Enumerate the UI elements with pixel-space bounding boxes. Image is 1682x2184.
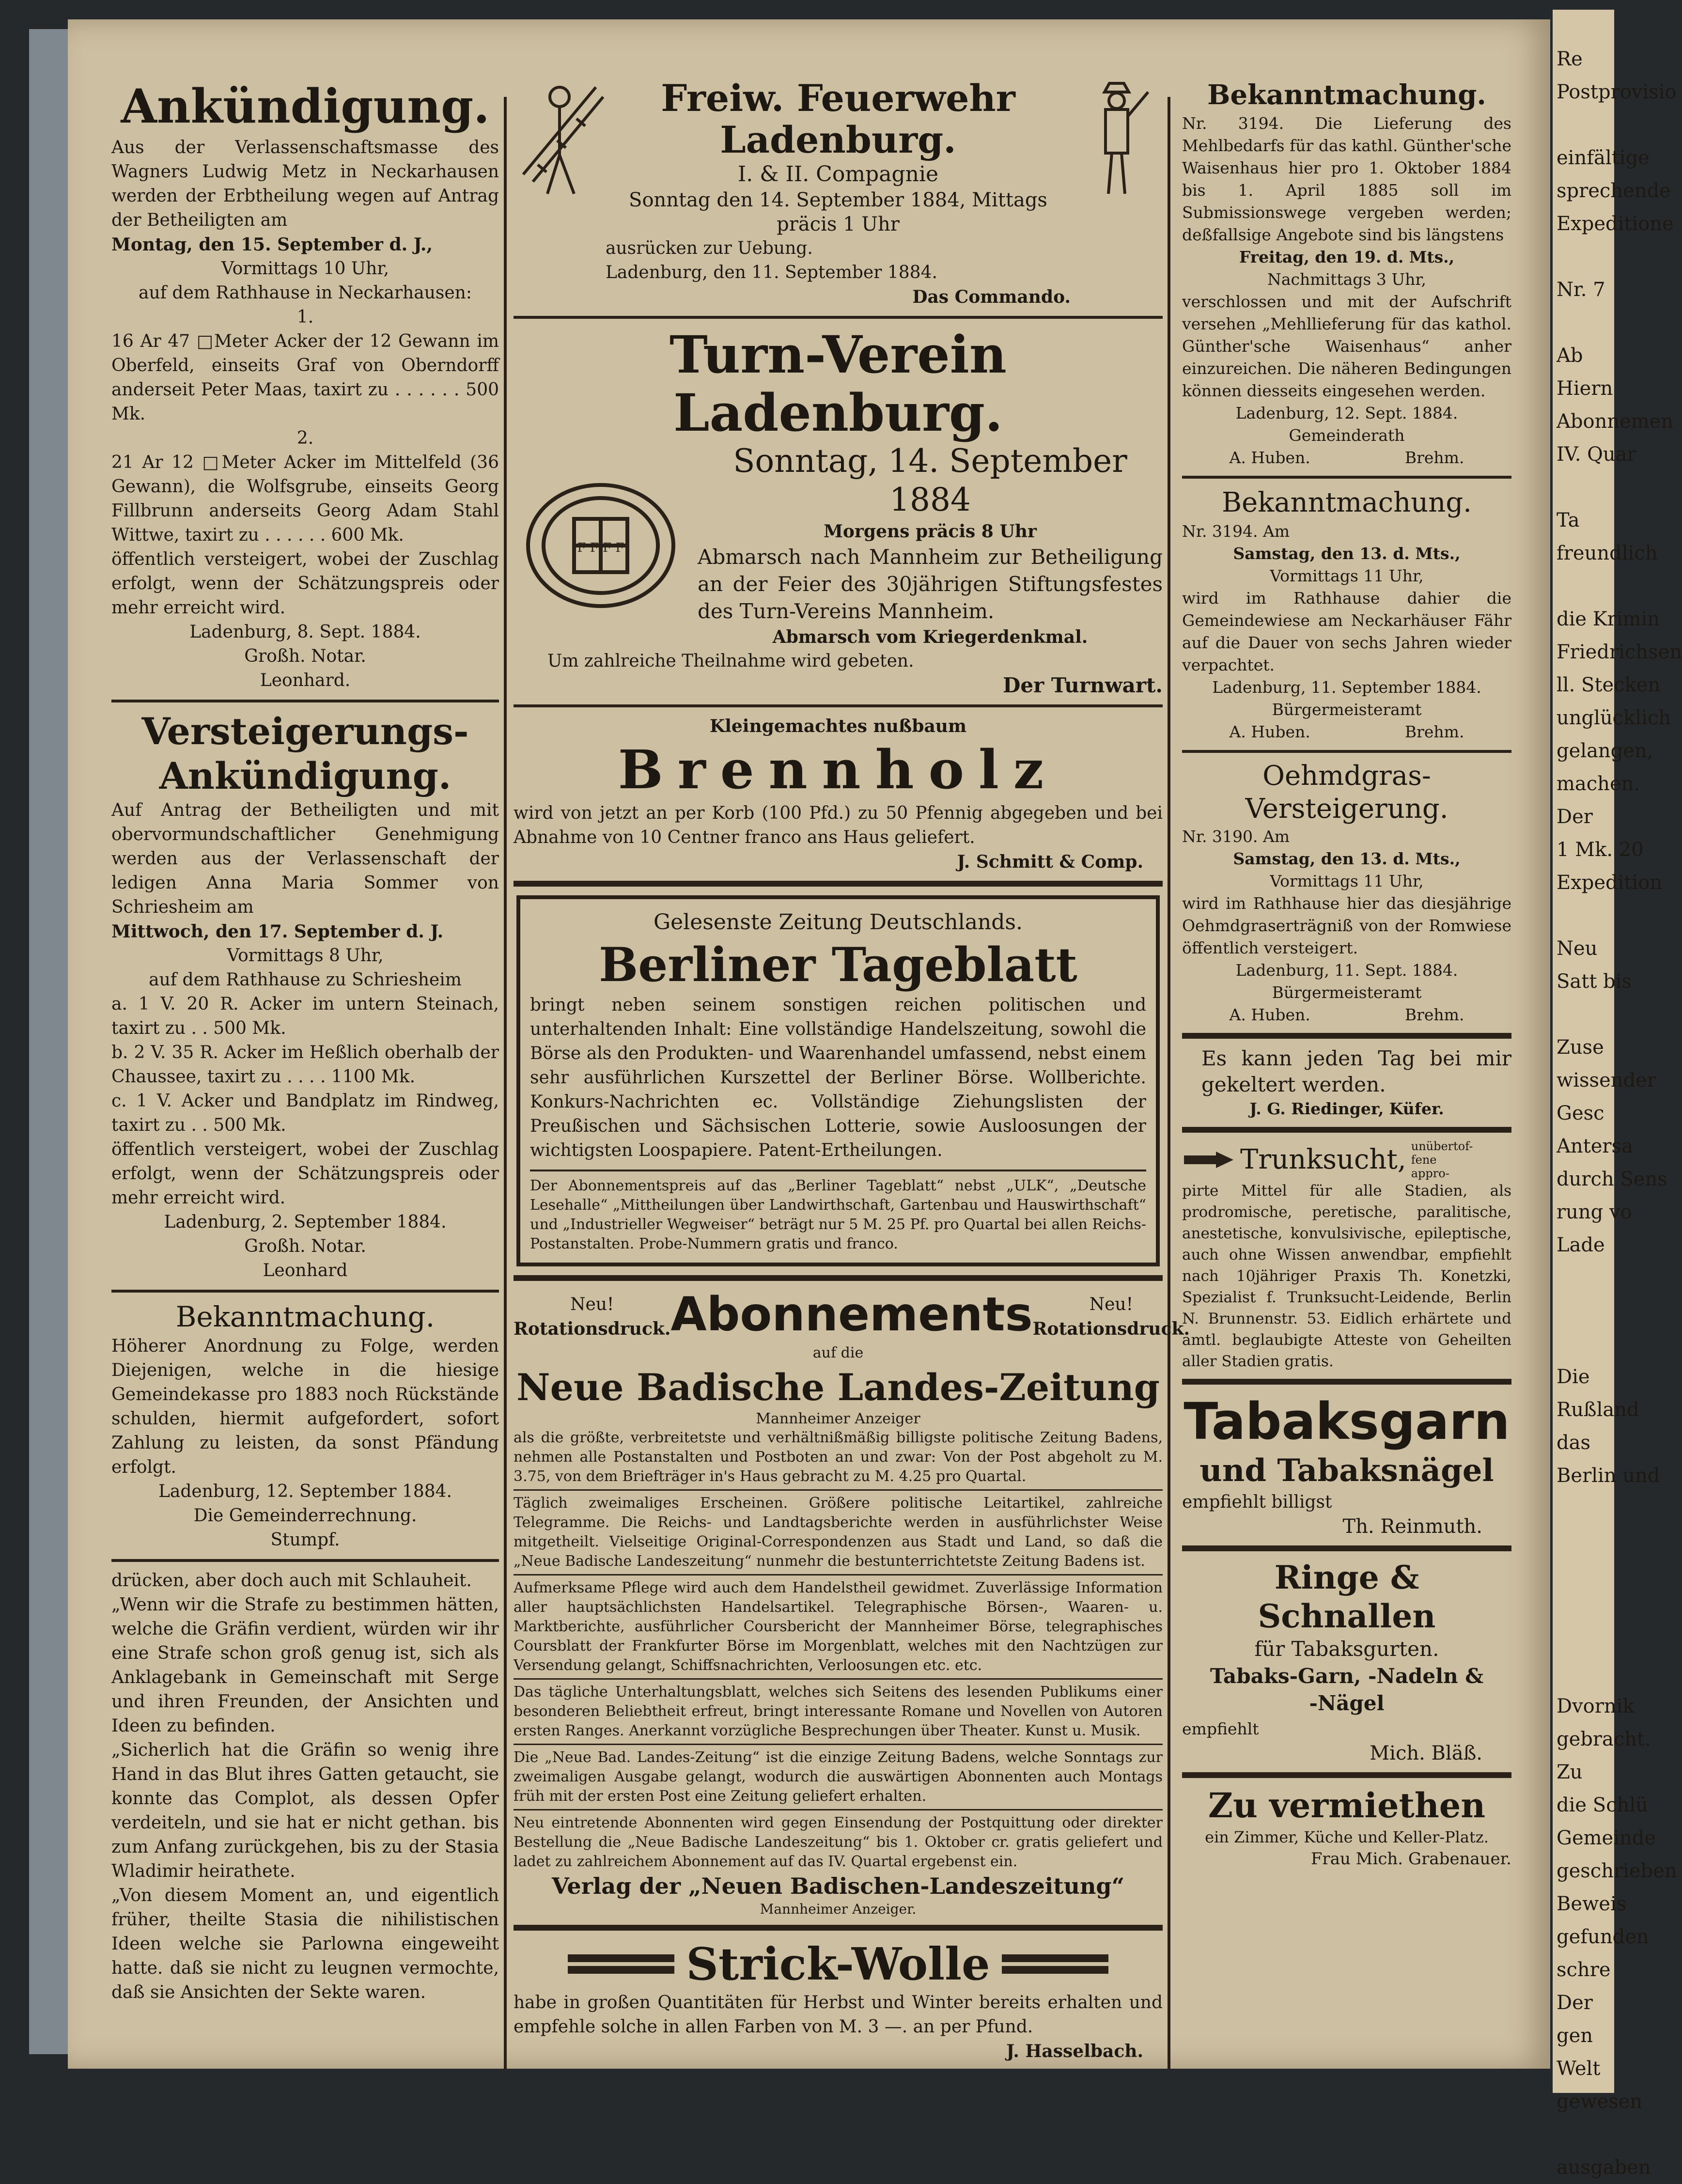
text: öffentlich versteigert, wobei der Zuschlag erfolgt, wenn der Schätzungspreis oder mehr erreicht wird. (111, 549, 499, 618)
facing-page-fragment: Beweis (1557, 1893, 1627, 1915)
facing-page-fragment: Expeditione (1557, 213, 1674, 235)
ornament-bars (1002, 1954, 1108, 1974)
notice-title: Bekanntmachung. (1207, 79, 1486, 111)
office: Großh. Notar. (244, 1236, 366, 1256)
divider (514, 704, 1163, 707)
text: Auf Antrag der Betheiligten und mit obervormundschaftlicher Genehmigung werden aus der Verlassenschaft der ledigen Anna Maria Sommer von Schriesheim am (111, 800, 499, 917)
story-paragraph: „Von diesem Moment an, und eigentlich früher, theilte Stasia die nihilistischen Ideen welche sie Parlowna eingeweiht hatte. daß sie nicht zu leugnen vermochte, daß sie Ansichten der Sekte waren. (111, 1886, 499, 2002)
firefighter-saluting-icon (1071, 78, 1163, 203)
divider (514, 881, 1163, 887)
ad-title: Strick-Wolle (686, 1938, 990, 1990)
ad-title: Ringe & Schnallen (1258, 1559, 1436, 1635)
ad-text: Abmarsch vom Kriegerdenkmal. (772, 627, 1088, 647)
divider (1182, 1772, 1511, 1778)
facing-page-fragment (1553, 1558, 1614, 1591)
signature: Brehm. (1404, 1005, 1464, 1024)
facing-page-fragment: ausgaben (1557, 2156, 1651, 2179)
facing-page-fragment: Zu (1557, 1761, 1583, 1783)
text: Höherer Anordnung zu Folge, werden Diejenigen, welche in die hiesige Gemeindekasse pro 1883 noch Rückstände schulden, hiermit aufgefordert, sofort Zahlung zu leisten, da sonst Pfändung erfolgt. (111, 1336, 499, 1477)
ad-text: bringt neben seinem sonstigen reichen politischen und unterhaltenden Inhalt: Eine vollständige Handelszeitung, sowohl die Börse als den Produkten- und Waarenhandel umfassend, nebst einem sehr ausführlichen Kurszettel der Berliner Börse. Wollberichte. Konkurs-Nachrichten ec. Vollständige Ziehungslisten der Preußischen und Sächsischen Lotterie, sowie Ausloosungen der wichtigsten Loospapiere. Patent-Ertheilungen. (530, 995, 1146, 1160)
ad-flag: Neu! (570, 1295, 614, 1314)
notice-number: Nr. 3194. Am (1182, 522, 1290, 541)
signature: Th. Reinmuth. (1342, 1515, 1482, 1538)
ad-flag: Rotationsdruck. (1032, 1319, 1190, 1339)
facing-page-fragment (1553, 899, 1614, 932)
ad-strickwolle (514, 1937, 1163, 2063)
place-line: auf dem Rathhause in Neckarhausen: (139, 283, 472, 303)
ad-text: auf die (812, 1344, 864, 1361)
notice-text: verschlossen und mit der Aufschrift versehen „Mehllieferung für das kathol. Günther'sche Waisenhaus“ anher einzureichen. Die näheren Bedingungen können diesseits eingesehen werden. (1182, 292, 1511, 400)
notice-text: wird im Rathhause dahier die Gemeindewiese am Neckarhäuser Fähr auf die Dauer von sechs Jahren wieder verpachtet. (1182, 589, 1511, 674)
ad-feuerwehr (514, 78, 1163, 309)
facing-page-fragment: die Krimin (1557, 608, 1660, 630)
divider (1182, 1127, 1511, 1133)
notice-title: Bekanntmachung. (1222, 487, 1472, 518)
ad-text: empfiehlt (1182, 1719, 1259, 1738)
announcement-title: Versteigerungs- (141, 710, 469, 753)
ad-title: Zu vermiethen (1208, 1785, 1486, 1825)
facing-page-fragment: Gesc (1557, 1102, 1604, 1124)
signature: Leonhard. (260, 671, 351, 690)
place-date: Ladenburg, 8. Sept. 1884. (189, 622, 421, 642)
ad-subtitle: Mannheimer Anzeiger (756, 1410, 920, 1427)
facing-page-fragment (1553, 1262, 1614, 1295)
ad-title: Freiw. Feuerwehr (661, 77, 1015, 120)
ad-text: wird von jetzt an per Korb (100 Pfd.) zu 50 Pfennig abgegeben und bei Abnahme von 10 Centner franco ans Haus geliefert. (514, 803, 1163, 847)
time-line: Vormittags 8 Uhr, (227, 946, 384, 966)
date-line: Montag, den 15. September d. J., (111, 234, 433, 255)
time-line: Vormittags 11 Uhr, (1270, 566, 1424, 585)
announcement-metz (111, 78, 499, 693)
ad-trunksucht (1182, 1139, 1511, 1372)
facing-page-fragment: gelangen, (1557, 740, 1653, 762)
signature: Leonhard (263, 1261, 348, 1280)
item-text: c. 1 V. Acker und Bandplatz im Rindweg, taxirt zu . . 500 Mk. (111, 1091, 499, 1135)
facing-page-fragment: Nr. 7 (1557, 279, 1605, 301)
facing-page-fragment: gebracht. (1557, 1728, 1651, 1750)
ad-text: habe in großen Quantitäten für Herbst und Winter bereits erhalten und empfehle solche in allen Farben von M. 3 —. an per Pfund. (514, 1993, 1163, 2037)
item-number: 1. (296, 307, 314, 327)
emblem-text: F F F F (577, 541, 624, 555)
ad-text: Abmarsch nach Mannheim zur Betheiligung an der Feier des 30jährigen Stiftungsfestes des Turn-Vereins Mannheim. (698, 545, 1163, 623)
ad-time: Morgens präcis 8 Uhr (824, 521, 1037, 542)
facing-page-fragment: Hiern (1557, 377, 1613, 400)
divider (514, 1925, 1163, 1931)
ad-text: Die „Neue Bad. Landes-Zeitung“ ist die einzige Zeitung Badens, welche Sonntags zur zweimaligen Ausgabe gelangt, wodurch die auswärtigen Abonnenten auch Montags früh mit der ersten Post eine Zeitung geliefert erhalten. (514, 1749, 1163, 1805)
facing-page-fragment (1553, 1295, 1614, 1327)
announcement-gemeindekasse (111, 1299, 499, 1552)
office: Großh. Notar. (244, 646, 366, 666)
item-text: 16 Ar 47 □Meter Acker der 12 Gewann im Oberfeld, einseits Graf von Oberndorff anderseit Peter Maas, taxirt zu . . . . . . 500 Mk. (111, 331, 499, 424)
divider (111, 1290, 499, 1293)
facing-page-fragment: freundlich (1557, 542, 1658, 564)
ad-title: Ladenburg. (720, 118, 956, 161)
ad-title: Abonnements (670, 1287, 1033, 1342)
facing-page-fragment: Rußland (1557, 1399, 1639, 1421)
ad-kicker: Kleingemachtes nußbaum (709, 716, 967, 736)
ad-text: Der Abonnementspreis auf das „Berliner Tageblatt“ nebst „ULK“, „Deutsche Lesehalle“ „Mittheilungen über Landwirthschaft, Gartenbau und Hauswirthschaft“ und „Industrieller Wegweiser“ beträgt nur 5 M. 25 Pf. pro Quartal bei allen Reichs-Postanstalten. Probe-Nummern gratis und franco. (530, 1177, 1146, 1252)
place-date: Ladenburg, 11. September 1884. (1212, 678, 1481, 697)
ad-text: Neu eintretende Abonnenten wird gegen Einsendung der Postquittung oder direkter Bestellung die „Neue Badische Landeszeitung“ bis 1. Oktober cr. gratis geliefert und ladet zu zahlreichem Abonnement auf das IV. Quartal ergebenst ein. (514, 1814, 1163, 1870)
facing-page-fragment: Re (1557, 48, 1583, 70)
ad-neue-badische (514, 1287, 1190, 1918)
signature: Brehm. (1404, 722, 1464, 741)
ad-flag: Neu! (1089, 1295, 1134, 1314)
right-column (1182, 78, 1511, 2079)
signature: Der Turnwart. (1002, 673, 1163, 697)
ad-text: ausrücken zur Uebung. (606, 238, 813, 258)
facing-page-fragment: machen. (1557, 773, 1640, 795)
ad-date: Sonntag, 14. September 1884 (733, 442, 1127, 518)
story-paragraph: drücken, aber doch auch mit Schlauheit. (111, 1571, 472, 1591)
facing-page-fragment: Expedition (1557, 872, 1663, 894)
facing-page-fragment: Welt (1557, 2058, 1601, 2080)
divider (1182, 1545, 1511, 1551)
facing-page-fragment: sprechende (1557, 180, 1671, 202)
notice-mehllieferung (1182, 78, 1511, 469)
divider (111, 700, 499, 702)
serial-story (111, 1569, 499, 2005)
facing-page-fragment: Postprovisio (1557, 81, 1677, 103)
ad-title: Berliner Tageblatt (599, 937, 1077, 992)
office: Bürgermeisteramt (1272, 983, 1422, 1002)
facing-page-fragment: durch Sens (1557, 1168, 1667, 1190)
facing-page-fragment: Berlin und (1557, 1465, 1660, 1487)
place-date: Ladenburg, 11. Sept. 1884. (1235, 961, 1458, 980)
signature: Frau Mich. Grabenauer. (1310, 1849, 1511, 1869)
ad-title: Trunksucht, (1240, 1144, 1406, 1175)
facing-page-fragment: Die (1557, 1366, 1590, 1388)
ad-text: Aufmerksame Pflege wird auch dem Handelstheil gewidmet. Zuverlässige Information aller hauptsächlichsten Handelsartikel. Telegraphische Börsen-, Waaren- u. Marktberichte, ausführlicher Coursbericht der Mannheimer Börse, telegraphisches Coursblatt der Frankfurter Börse im Morgenblatt, welches mit den Nachtzügen zur Versendung gelangt, Schiffsnachrichten, Verloosungen etc. etc. (514, 1579, 1163, 1674)
facing-page-fragment: Zuse (1557, 1036, 1604, 1059)
facing-page-fragment (1553, 1591, 1614, 1624)
time-line: Vormittags 11 Uhr, (1270, 872, 1424, 890)
ad-aside: unübertof-fene appro- (1411, 1139, 1473, 1180)
facing-page-fragment (1553, 1525, 1614, 1558)
ad-text: Ladenburg, den 11. September 1884. (606, 263, 937, 282)
ornament-bars (568, 1954, 674, 1974)
ad-vermiethen (1182, 1785, 1511, 1870)
ad-tabaksgarn (1182, 1391, 1511, 1539)
facing-page-fragment: Ta (1557, 509, 1580, 531)
facing-page-fragment (1553, 471, 1614, 504)
signature: Brehm. (1404, 448, 1464, 467)
facing-page-fragment (1553, 10, 1614, 43)
office: Gemeinderath (1289, 426, 1405, 445)
facing-page-fragment: 1 Mk. 20 (1557, 839, 1644, 861)
ad-text: Täglich zweimaliges Erscheinen. Größere politische Leitartikel, zahlreiche Telegramme. Die Reichs- und Landtagsberichte werden in ausführlichster Weise mitgetheilt. Vielseitige Original-Correspondenzen aus Stadt und Land, so daß die „Neue Badische Landeszeitung“ nunmehr die bestunterrichtetste Zeitung Badens ist. (514, 1495, 1163, 1570)
facing-page-fragment (1553, 1657, 1614, 1690)
signature: A. Huben. (1229, 722, 1310, 741)
story-paragraph: „Sicherlich hat die Gräfin so wenig ihre Hand in das Blut ihres Gatten getaucht, sie konnte das Complot, als dessen Opfer verdeiteln, und sie hat er nicht gethan. bis zum Anfang zurückgehen, bis zu der Stasia Wladimir heirathete. (111, 1740, 499, 1881)
facing-page-fragment: IV. Quar (1557, 443, 1636, 466)
text: Aus der Verlassenschaftsmasse des Wagners Ludwig Metz in Neckarhausen werden der Erbtheilung wegen auf Antrag der Betheiligten am (111, 138, 499, 230)
notice-number: Nr. 3190. Am (1182, 827, 1290, 846)
facing-page-fragment: gefunden (1557, 1926, 1649, 1948)
facing-page-fragment: unglücklich (1557, 707, 1671, 729)
facing-page-fragment (1553, 1492, 1614, 1525)
facing-page-fragment: Ab (1557, 344, 1583, 367)
ad-text: Sonntag den 14. September 1884, Mittags präcis 1 Uhr (629, 189, 1047, 235)
divider (514, 1678, 1163, 1680)
book-binding (29, 29, 68, 2054)
ad-title: Brennholz (618, 738, 1059, 801)
place-date: Ladenburg, 12. Sept. 1884. (1235, 404, 1458, 422)
date-line: Samstag, den 13. d. Mts., (1233, 849, 1461, 868)
divider (514, 1275, 1163, 1281)
announcement-title: Bekanntmachung. (175, 1300, 435, 1333)
announcement-title: Ankündigung. (159, 754, 452, 797)
ad-title: Neue Badische Landes-Zeitung (516, 1366, 1160, 1409)
ad-text: Das tägliche Unterhaltungsblatt, welches sich Seitens des lesenden Publikums einer besonderen Beliebtheit erfreut, bringt interessante Romane und Novellen von Autoren ersten Ranges. Anerkannt vorzügliche Besprechungen über Theater. Kunst u. Musik. (514, 1684, 1163, 1739)
facing-page-fragment: Antersa (1557, 1135, 1633, 1157)
facing-page-fragment (1553, 1624, 1614, 1657)
notice-gemeindewiese (1182, 485, 1511, 743)
facing-page-fragment: Abonnemen (1557, 410, 1674, 433)
facing-page-fragment: gen (1557, 2025, 1593, 2047)
facing-page-fragment (1553, 998, 1614, 1031)
divider (1182, 476, 1511, 479)
publisher-sub: Mannheimer Anzeiger. (760, 1901, 917, 1917)
time-line: Nachmittags 3 Uhr, (1267, 270, 1427, 289)
place-date: Ladenburg, 12. September 1884. (158, 1482, 452, 1501)
divider (514, 1574, 1163, 1576)
facing-page-fragment: Friedrichsen (1557, 641, 1682, 663)
item-text: a. 1 V. 20 R. Acker im untern Steinach, taxirt zu . . 500 Mk. (111, 994, 499, 1038)
divider (1182, 750, 1511, 753)
facing-page-fragment: schre (1557, 1959, 1611, 1981)
ad-text: empfiehlt billigst (1182, 1492, 1332, 1512)
notice-oehmdgras (1182, 760, 1511, 1026)
ad-text: -Nägel (1309, 1691, 1385, 1715)
announcement-title: Ankündigung. (121, 79, 490, 134)
signature: Das Commando. (912, 287, 1071, 307)
office: Die Gemeinderrechnung. (193, 1506, 417, 1526)
facing-page-fragment: die Schlü (1557, 1794, 1648, 1816)
ad-ringe-schnallen (1182, 1558, 1511, 1765)
pointing-hand-icon (1182, 1149, 1235, 1171)
facing-page-fragment (1553, 109, 1614, 141)
notice-keltern (1182, 1045, 1511, 1120)
facing-page-fragment: einfältige (1557, 147, 1650, 169)
time-line: Vormittags 10 Uhr, (221, 259, 389, 279)
date-line: Samstag, den 13. d. Mts., (1233, 544, 1461, 563)
facing-page-fragment (1553, 306, 1614, 339)
place-date: Ladenburg, 2. September 1884. (164, 1212, 447, 1232)
item-number: 2. (296, 428, 314, 448)
ad-text: ein Zimmer, Küche und Keller-Platz. (1205, 1828, 1489, 1846)
signature: A. Huben. (1229, 1005, 1310, 1024)
facing-page-fragment: Dvornik (1557, 1695, 1635, 1717)
left-column (111, 78, 499, 2079)
place-line: auf dem Rathhause zu Schriesheim (149, 970, 462, 990)
price-box (530, 1170, 1146, 1254)
notice-text: Es kann jeden Tag bei mir gekeltert werden. (1201, 1046, 1511, 1096)
facing-page-fragment (1553, 1327, 1614, 1360)
facing-page-fragment: rung vo (1557, 1201, 1632, 1223)
date-line: Mittwoch, den 17. September d. J. (111, 921, 444, 942)
notice-title: Oehmdgras- (1262, 760, 1431, 792)
facing-page-fragment: Lade (1557, 1234, 1605, 1256)
divider (1182, 1379, 1511, 1385)
signature: Mich. Bläß. (1370, 1742, 1482, 1764)
signature: A. Huben. (1229, 448, 1310, 467)
divider (1182, 1033, 1511, 1039)
ad-title: Turn-Verein Ladenburg. (670, 324, 1007, 443)
wreath-emblem-icon (514, 473, 688, 618)
facing-page-fragment: Der (1557, 1992, 1593, 2014)
ad-text: pirte Mittel für alle Stadien, als prodromische, peretische, paralitische, anestetische, konvulsivische, epileptische, auch ohne Wissen anwendbar, empfiehlt nach 10jähriger Praxis Th. Konetzki, Spezialist f. Trunksucht-Leidende, Berlin N. Brunnenstr. 53. Eidlich erhärtete und amtl. beglaubigte Atteste von Geheilten aller Stadien gratis. (1182, 1182, 1511, 1370)
ad-subtitle: für Tabaksgurten. (1254, 1637, 1439, 1661)
facing-page-fragment: Der (1557, 806, 1593, 828)
divider (111, 1559, 499, 1562)
office: Bürgermeisteramt (1272, 700, 1422, 719)
column-rule-left (504, 97, 507, 2069)
facing-page-fragment: ll. Stecken (1557, 674, 1661, 696)
ad-text: Um zahlreiche Theilnahme wird gebeten. (547, 651, 914, 671)
signature: J. G. Riedinger, Küfer. (1249, 1099, 1444, 1118)
divider (514, 316, 1163, 319)
column-rule-right (1168, 97, 1170, 2069)
ad-kicker: Gelesenste Zeitung Deutschlands. (653, 910, 1023, 935)
ad-flag: Rotationsdruck. (514, 1319, 671, 1339)
notice-text: wird im Rathhause hier das diesjährige Oehmdgraserträgniß von der Romwiese öffentlich versteigert. (1182, 894, 1511, 957)
facing-page-fragment: das (1557, 1432, 1590, 1454)
facing-page-fragment: Neu (1557, 937, 1598, 960)
notice-text: Nr. 3194. Die Lieferung des Mehlbedarfs für das kathl. Günther'sche Waisenhaus hier pro 1. Oktober 1884 bis 1. April 1885 soll im Submissionswege vergeben werden; deßfallsige Angebote sind bis längstens (1182, 114, 1511, 244)
facing-page-fragment: gewesen (1557, 2090, 1643, 2113)
divider (514, 1809, 1163, 1810)
item-text: 21 Ar 12 □Meter Acker im Mittelfeld (36 Gewann), die Wolfsgrube, einseits Georg Fillbrunn anderseits Georg Adam Stahl Wittwe, taxirt zu . . . . . . 600 Mk. (111, 452, 499, 545)
firefighter-ladder-icon (514, 78, 606, 203)
ad-title: Tabaksgarn (1184, 1392, 1510, 1451)
text: öffentlich versteigert, wobei der Zuschlag erfolgt, wenn der Schätzungspreis oder mehr erreicht wird. (111, 1139, 499, 1208)
divider (514, 1744, 1163, 1745)
item-text: b. 2 V. 35 R. Acker im Heßlich oberhalb der Chaussee, taxirt zu . . . . 1100 Mk. (111, 1043, 499, 1087)
publisher: Verlag der „Neuen Badischen-Landeszeitung“ (551, 1873, 1125, 1899)
ad-text: als die größte, verbreitetste und verhältnißmäßig billigste politische Zeitung Badens, nehmen alle Postanstalten und Postboten an und zwar: Von der Post abgeholt zu M. 3.75, von dem Briefträger in's Haus gebracht zu M. 4.25 pro Quartal. (514, 1429, 1163, 1485)
signature: J. Schmitt & Comp. (957, 852, 1143, 872)
ad-brennholz (514, 714, 1163, 874)
ad-text: Tabaks-Garn, -Nadeln & (1210, 1664, 1484, 1688)
notice-title: Versteigerung. (1245, 793, 1448, 825)
signature: Stumpf. (270, 1530, 340, 1550)
divider (514, 1489, 1163, 1491)
facing-page-fragment (1553, 2118, 1614, 2151)
ad-berliner-tageblatt (516, 895, 1160, 1266)
facing-page-edge (1553, 10, 1682, 2179)
ad-subtitle: I. & II. Compagnie (737, 162, 939, 187)
facing-page-fragment: Gemeinde (1557, 1827, 1656, 1849)
story-paragraph: „Wenn wir die Strafe zu bestimmen hätten, welche die Gräfin verdient, würden wir ihr eine Strafe schon groß genug ist, sich als Anklagebank in Gemeinschaft mit Serge und ihren Freunden, der Ansichten und Ideen zu befinden. (111, 1595, 499, 1736)
signature: J. Hasselbach. (1006, 2041, 1143, 2061)
date-line: Freitag, den 19. d. Mts., (1239, 248, 1455, 266)
ad-title: und Tabaksnägel (1199, 1452, 1494, 1489)
announcement-sommer (111, 709, 499, 1283)
ad-turnverein (514, 326, 1163, 698)
facing-page-fragment (1553, 570, 1614, 603)
facing-page-fragment (1553, 240, 1614, 273)
facing-page-fragment: geschrieben (1557, 1860, 1677, 1882)
middle-column (514, 77, 1190, 2079)
facing-page-fragment: Satt bis (1557, 970, 1632, 993)
facing-page-fragment: wissender (1557, 1069, 1656, 1092)
